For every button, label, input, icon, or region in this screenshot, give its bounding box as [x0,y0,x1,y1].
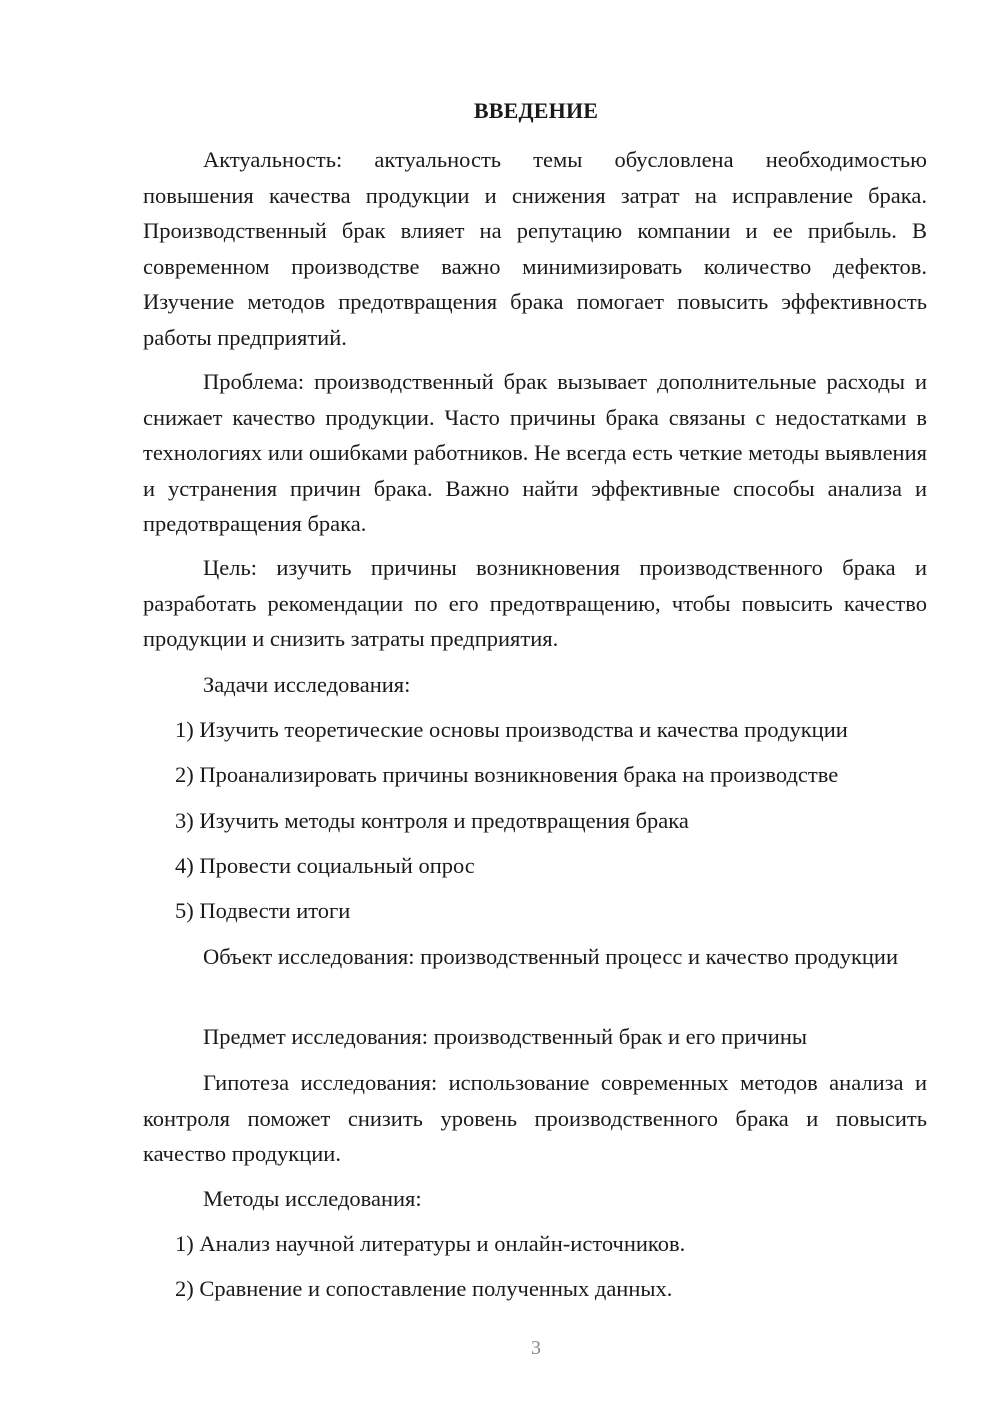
page-number: 3 [531,1337,541,1359]
task-item-5-block [143,893,927,929]
relevance-paragraph: Актуальность: актуальность темы обусловлена необходимостью повышения качества продукции и снижения затрат на исправление брака. Производственный брак влияет на репутацию компании и ее прибыль. В современном производстве важно минимизировать количество дефектов. Изучение методов предотвращения брака помогает повысить эффективность работы предприятий. [143,147,927,350]
object-paragraph-block [143,939,927,975]
relevance-paragraph-block [143,142,927,355]
task-item: 1) Изучить теоретические основы производства и качества продукции [175,717,848,742]
task-item-2-block [143,757,927,793]
problem-paragraph: Проблема: производственный брак вызывает дополнительные расходы и снижает качество продукции. Часто причины брака связаны с недостатками в технологиях или ошибками работников. Не всегда есть четкие методы выявления и устранения причин брака. Важно найти эффективные способы анализа и предотвращения брака. [143,369,927,536]
goal-paragraph: Цель: изучить причины возникновения производственного брака и разработать рекомендации по его предотвращению, чтобы повысить качество продукции и снизить затраты предприятия. [143,555,927,651]
subject-paragraph: Предмет исследования: производственный брак и его причины [203,1024,808,1049]
hypothesis-paragraph-block [143,1065,927,1172]
subject-paragraph-block [143,1019,927,1055]
page-title: ВВЕДЕНИЕ [473,98,599,123]
tasks-heading: Задачи исследования: [203,672,411,697]
task-item: 2) Проанализировать причины возникновения брака на производстве [175,762,839,787]
task-item: 5) Подвести итоги [175,898,351,923]
method-item-2-block [143,1271,927,1307]
method-item: 1) Анализ научной литературы и онлайн-источников. [175,1231,686,1256]
task-item-3-block [143,803,927,839]
hypothesis-paragraph: Гипотеза исследования: использование современных методов анализа и контроля поможет снизить уровень производственного брака и повысить качество продукции. [143,1070,927,1166]
task-item-4-block [143,848,927,884]
task-item-1-block [143,712,927,748]
problem-paragraph-block [143,364,927,542]
tasks-heading-block [143,667,927,703]
methods-heading-block [143,1181,927,1217]
goal-paragraph-block [143,550,927,657]
method-item: 2) Сравнение и сопоставление полученных данных. [175,1276,673,1301]
method-item-1-block [143,1226,927,1262]
task-item: 3) Изучить методы контроля и предотвращения брака [175,808,689,833]
task-item: 4) Провести социальный опрос [175,853,475,878]
object-paragraph: Объект исследования: производственный процесс и качество продукции [203,944,898,969]
methods-heading: Методы исследования: [203,1186,422,1211]
